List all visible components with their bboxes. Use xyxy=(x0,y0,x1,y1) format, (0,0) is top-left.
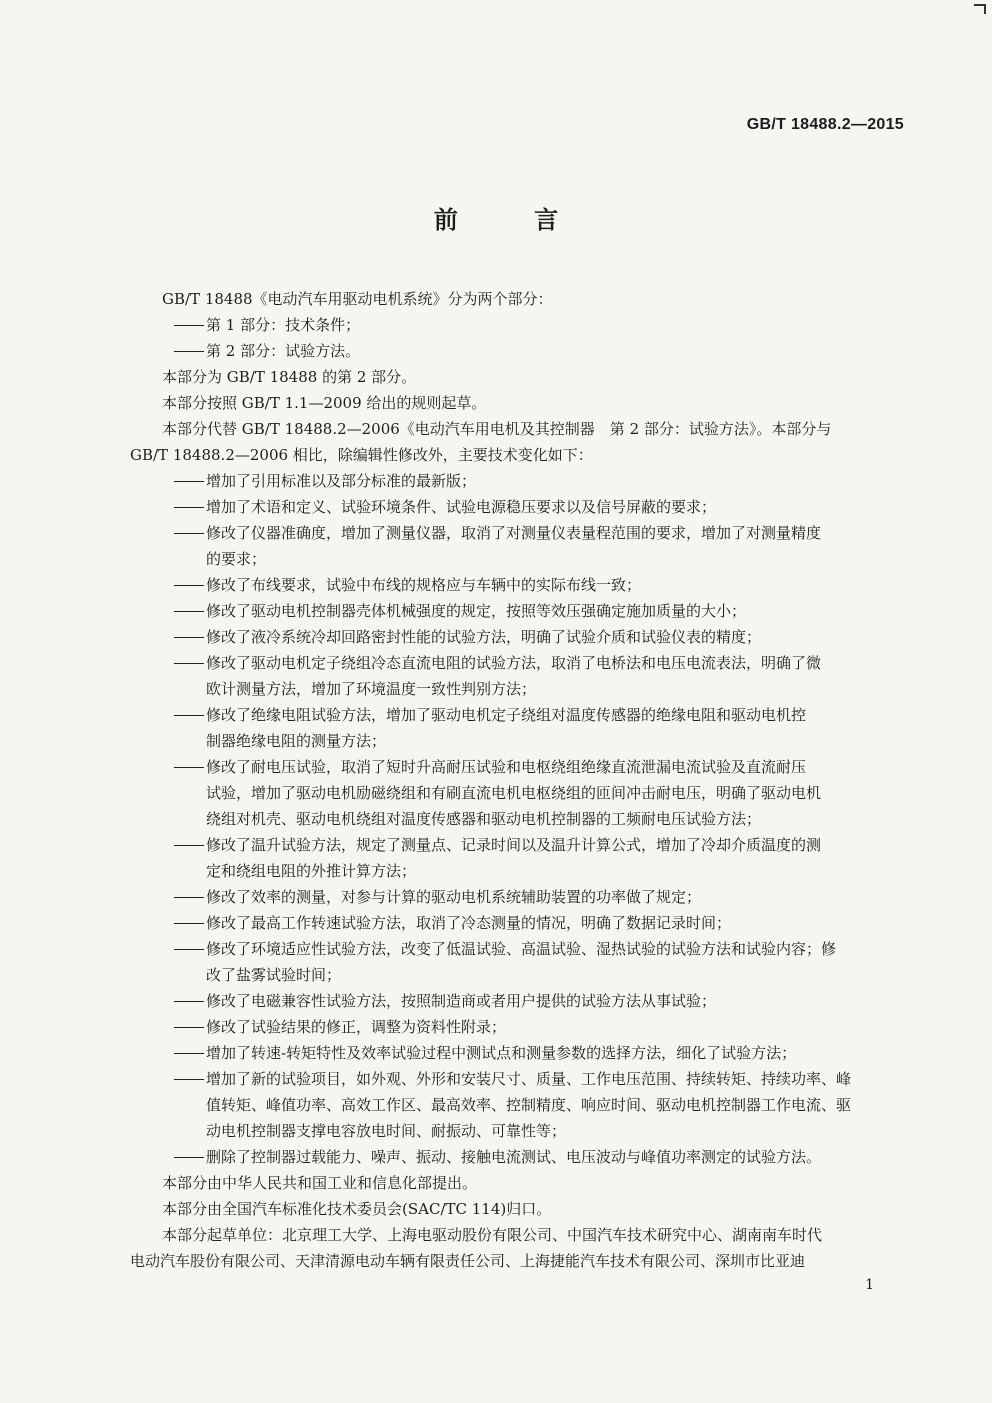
list-item xyxy=(130,1066,910,1092)
em-dash-marker xyxy=(174,767,204,768)
list-item xyxy=(130,468,910,494)
list-item-text: 修改了仪器准确度，增加了测量仪器，取消了对测量仪表量程范围的要求，增加了对测量精度 xyxy=(206,524,822,542)
list-item-text: 修改了液冷系统冷却回路密封性能的试验方法，明确了试验介质和试验仪表的精度； xyxy=(206,628,762,646)
list-item-text: 修改了耐电压试验，取消了短时升高耐压试验和电枢绕组绝缘直流泄漏电流试验及直流耐压 xyxy=(206,758,807,776)
list-item xyxy=(130,520,910,546)
list-item-text: 修改了布线要求，试验中布线的规格应与车辆中的实际布线一致； xyxy=(206,576,642,594)
list-item xyxy=(130,650,910,676)
paragraph-continuation xyxy=(130,1248,910,1274)
list-item-continuation xyxy=(130,728,910,754)
em-dash-marker xyxy=(174,1053,204,1054)
foreword-body xyxy=(130,286,910,1274)
list-item xyxy=(130,832,910,858)
paragraph-text: 本部分起草单位：北京理工大学、上海电驱动股份有限公司、中国汽车技术研究中心、湖南南车时代 xyxy=(162,1226,823,1244)
standard-code: GB/T 18488.2—2015 xyxy=(746,116,904,133)
list-item-text: 改了盐雾试验时间； xyxy=(206,966,342,984)
list-item-text: 增加了引用标准以及部分标准的最新版； xyxy=(206,472,477,490)
list-item-text: 动电机控制器支撑电容放电时间、耐振动、可靠性等； xyxy=(206,1122,567,1140)
paragraph-text: GB/T 18488《电动汽车用驱动电机系统》分为两个部分： xyxy=(162,290,553,308)
list-item-text: 增加了转速-转矩特性及效率试验过程中测试点和测量参数的选择方法，细化了试验方法； xyxy=(206,1044,797,1062)
list-item-text: 修改了绝缘电阻试验方法，增加了驱动电机定子绕组对温度传感器的绝缘电阻和驱动电机控 xyxy=(206,706,807,724)
list-item xyxy=(130,988,910,1014)
em-dash-marker xyxy=(174,611,204,612)
list-item xyxy=(130,702,910,728)
paragraph xyxy=(130,286,910,312)
list-item xyxy=(130,624,910,650)
em-dash-marker xyxy=(174,351,204,352)
list-item-text: 修改了驱动电机定子绕组冷态直流电阻的试验方法，取消了电桥法和电压电流表法，明确了微 xyxy=(206,654,822,672)
list-item-continuation xyxy=(130,806,910,832)
em-dash-marker xyxy=(174,715,204,716)
list-item-continuation xyxy=(130,1092,910,1118)
paragraph-text: 电动汽车股份有限公司、天津清源电动车辆有限责任公司、上海捷能汽车技术有限公司、深圳市比亚迪 xyxy=(130,1252,806,1270)
list-item-text: 修改了温升试验方法，规定了测量点、记录时间以及温升计算公式，增加了冷却介质温度的测 xyxy=(206,836,822,854)
list-item-continuation xyxy=(130,676,910,702)
em-dash-marker xyxy=(174,949,204,950)
em-dash-marker xyxy=(174,1001,204,1002)
list-item-text: 定和绕组电阻的外推计算方法； xyxy=(206,862,417,880)
list-item xyxy=(130,1040,910,1066)
list-item xyxy=(130,312,910,338)
list-item-text: 试验，增加了驱动电机励磁绕组和有刷直流电机电枢绕组的匝间冲击耐电压，明确了驱动电机 xyxy=(206,784,822,802)
list-item xyxy=(130,1144,910,1170)
page-title: 前 言 xyxy=(433,206,593,234)
em-dash-marker xyxy=(174,507,204,508)
em-dash-marker xyxy=(174,897,204,898)
list-item-continuation xyxy=(130,1118,910,1144)
list-item-text: 制器绝缘电阻的测量方法； xyxy=(206,732,387,750)
em-dash-marker xyxy=(174,637,204,638)
list-item-continuation xyxy=(130,962,910,988)
page-number: 1 xyxy=(865,1277,874,1293)
list-item xyxy=(130,338,910,364)
em-dash-marker xyxy=(174,325,204,326)
list-item-text: 修改了最高工作转速试验方法，取消了冷态测量的情况，明确了数据记录时间； xyxy=(206,914,732,932)
list-item-text: 第 2 部分：试验方法。 xyxy=(206,342,361,360)
list-item xyxy=(130,936,910,962)
em-dash-marker xyxy=(174,663,204,664)
em-dash-marker xyxy=(174,1157,204,1158)
list-item-text: 修改了电磁兼容性试验方法，按照制造商或者用户提供的试验方法从事试验； xyxy=(206,992,717,1010)
paragraph-continuation xyxy=(130,442,910,468)
paragraph-text: GB/T 18488.2—2006 相比，除编辑性修改外，主要技术变化如下： xyxy=(130,446,593,464)
list-item-text: 增加了术语和定义、试验环境条件、试验电源稳压要求以及信号屏蔽的要求； xyxy=(206,498,717,516)
list-item xyxy=(130,572,910,598)
list-item xyxy=(130,494,910,520)
list-item-text: 第 1 部分：技术条件； xyxy=(206,316,361,334)
paragraph-text: 本部分由全国汽车标准化技术委员会(SAC/TC 114)归口。 xyxy=(162,1200,552,1218)
paragraph xyxy=(130,390,910,416)
paragraph xyxy=(130,1196,910,1222)
list-item xyxy=(130,884,910,910)
list-item xyxy=(130,754,910,780)
list-item-text: 修改了试验结果的修正，调整为资料性附录； xyxy=(206,1018,507,1036)
em-dash-marker xyxy=(174,481,204,482)
paragraph-text: 本部分代替 GB/T 18488.2—2006《电动汽车用电机及其控制器 第 2 部分：试验方法》。本部分与 xyxy=(162,420,832,438)
list-item-continuation xyxy=(130,780,910,806)
list-item xyxy=(130,1014,910,1040)
list-item xyxy=(130,910,910,936)
em-dash-marker xyxy=(174,845,204,846)
list-item-text: 修改了效率的测量，对参与计算的驱动电机系统辅助装置的功率做了规定； xyxy=(206,888,702,906)
list-item-text: 绕组对机壳、驱动电机绕组对温度传感器和驱动电机控制器的工频耐电压试验方法； xyxy=(206,810,762,828)
list-item-text: 增加了新的试验项目，如外观、外形和安装尺寸、质量、工作电压范围、持续转矩、持续功率、峰 xyxy=(206,1070,852,1088)
list-item xyxy=(130,598,910,624)
em-dash-marker xyxy=(174,1079,204,1080)
em-dash-marker xyxy=(174,1027,204,1028)
em-dash-marker xyxy=(174,533,204,534)
paragraph xyxy=(130,1170,910,1196)
paragraph-text: 本部分由中华人民共和国工业和信息化部提出。 xyxy=(162,1174,478,1192)
em-dash-marker xyxy=(174,923,204,924)
list-item-text: 值转矩、峰值功率、高效工作区、最高效率、控制精度、响应时间、驱动电机控制器工作电流、驱 xyxy=(206,1096,852,1114)
paragraph xyxy=(130,1222,910,1248)
list-item-text: 修改了环境适应性试验方法，改变了低温试验、高温试验、湿热试验的试验方法和试验内容；修 xyxy=(206,940,837,958)
paragraph xyxy=(130,364,910,390)
list-item-continuation xyxy=(130,546,910,572)
paragraph xyxy=(130,416,910,442)
em-dash-marker xyxy=(174,585,204,586)
list-item-text: 欧计测量方法，增加了环境温度一致性判别方法； xyxy=(206,680,537,698)
list-item-text: 修改了驱动电机控制器壳体机械强度的规定，按照等效压强确定施加质量的大小； xyxy=(206,602,747,620)
paragraph-text: 本部分按照 GB/T 1.1—2009 给出的规则起草。 xyxy=(162,394,487,412)
list-item-text: 删除了控制器过载能力、噪声、振动、接触电流测试、电压波动与峰值功率测定的试验方法。 xyxy=(206,1148,822,1166)
list-item-text: 的要求； xyxy=(206,550,267,568)
list-item-continuation xyxy=(130,858,910,884)
paragraph-text: 本部分为 GB/T 18488 的第 2 部分。 xyxy=(162,368,417,386)
scan-corner-mark xyxy=(974,4,986,14)
